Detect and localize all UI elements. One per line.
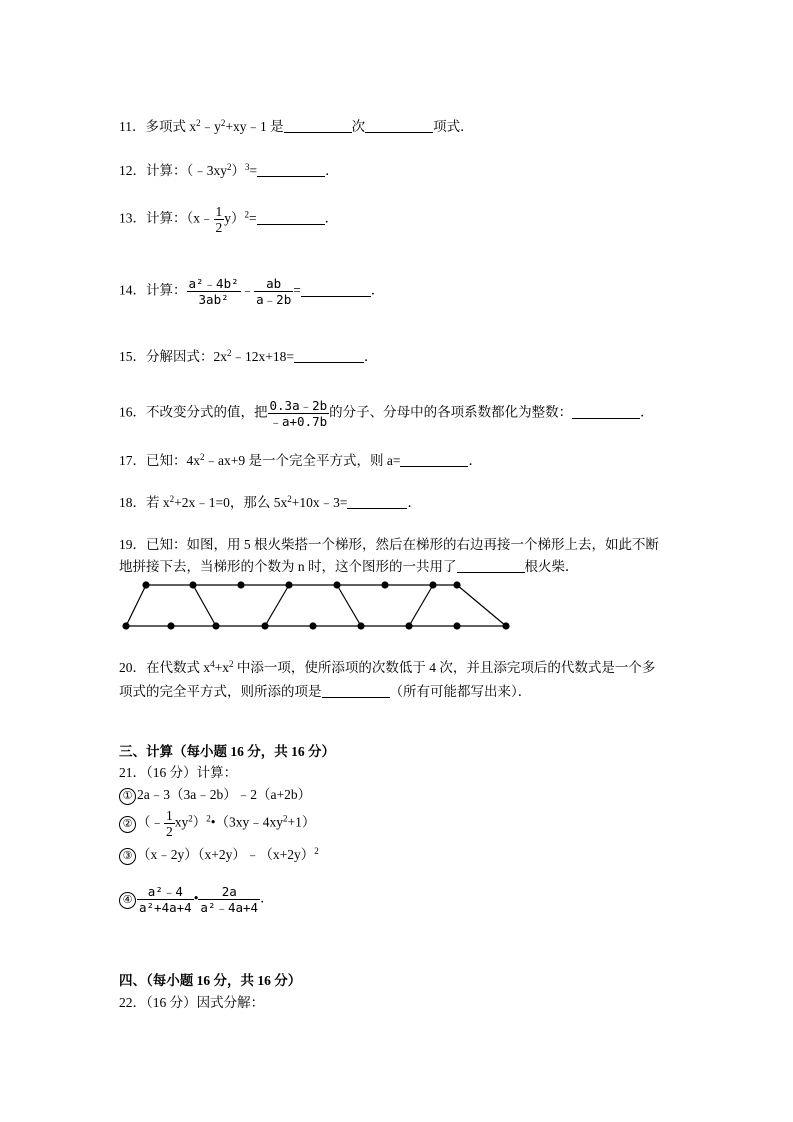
answer-blank[interactable]	[284, 119, 352, 133]
fraction: $\frac{1}{2}$	[215, 204, 223, 235]
vertex-dot	[142, 581, 149, 588]
question-12: 12．计算：$(﹣3xy^2)^3=$ ．	[119, 162, 339, 178]
circled-number: ②	[119, 816, 136, 833]
vertex-dot	[453, 581, 460, 588]
answer-blank[interactable]	[257, 211, 325, 225]
question-14: 14．计算： $\frac{\text{a²﹣4b²}}{\text{3ab²}}$ ﹣ $\frac{ab}{a﹣2b}$ = ．	[119, 276, 385, 307]
vertex-dot	[405, 622, 412, 629]
question-21-item-1: ① 2a﹣3（3a﹣2b）﹣2（a+2b）	[119, 786, 311, 805]
answer-blank[interactable]	[457, 559, 525, 573]
vertex-dot	[453, 622, 460, 629]
answer-blank[interactable]	[365, 119, 433, 133]
answer-blank[interactable]	[347, 495, 407, 509]
vertex-dot	[237, 581, 244, 588]
question-19-line-1: 19．已知：如图，用 5 根火柴搭一个梯形，然后在梯形的右边再接一个梯形上去，如此不断	[119, 537, 659, 552]
question-21-item-2: ② （﹣ $\frac{1}{2}$ $xy^2)^2•(3xy﹣4xy^2+1)$	[119, 808, 315, 839]
vertex-dot	[502, 622, 509, 629]
vertex-dot	[212, 622, 219, 629]
question-21-item-4: ④ $\frac{\text{a²﹣4}}{\text{a²+4a+4}}$ • $\frac{2a}{\text{a²﹣4a+4}}$ ．	[119, 884, 274, 915]
vertex-dot	[333, 581, 340, 588]
question-11: 11．多项式 $x^2﹣y^2+xy﹣1$ 是 次 项式．	[119, 118, 474, 134]
vertex-dot	[122, 622, 129, 629]
question-21-head: 21．（16 分）计算：	[119, 765, 238, 780]
circled-number: ①	[119, 788, 136, 805]
fraction: $\frac{\text{a²﹣4b²}}{\text{3ab²}}$	[188, 276, 239, 307]
vertex-dot	[261, 622, 268, 629]
fraction: $\frac{1}{2}$	[166, 808, 173, 839]
matchstick-slant	[409, 585, 433, 626]
question-19-line-2: 地拼接下去，当梯形的个数为 n 时，这个图形的一共用了 根火柴．	[119, 559, 579, 574]
answer-blank[interactable]	[257, 163, 325, 177]
circled-number: ③	[119, 848, 136, 865]
section-4-title: 四、（每小题 16 分，共 16 分）	[119, 973, 302, 988]
fraction: $\frac{0.3a﹣2b}{﹣a+0.7b}$	[269, 398, 328, 429]
circled-number: ④	[119, 892, 136, 909]
question-21-item-3: ③ $(x﹣2y)(x+2y)﹣(x+2y)^2$	[119, 846, 319, 865]
fraction: $\frac{2a}{\text{a²﹣4a+4}}$	[200, 884, 259, 915]
question-20-line-2: 项式的完全平方式，则所添的项是 （所有可能都写出来）．	[119, 684, 532, 699]
vertex-dot	[309, 622, 316, 629]
matchstick-slant	[337, 585, 361, 626]
section-3-title: 三、计算（每小题 16 分，共 16 分）	[119, 744, 335, 759]
question-15: 15．分解因式：$2x^2﹣12x+18=$ ．	[119, 348, 378, 364]
matchstick-slant	[457, 585, 506, 626]
question-18: 18．若 $x^2+2x﹣1=0$，那么 $5x^2+10x﹣3=$ ．	[119, 494, 421, 510]
question-13: 13．计算：（x﹣ $\frac{1}{2}$ y）$^2$= ．	[119, 204, 339, 235]
fraction: $\frac{\text{a²﹣4}}{\text{a²+4a+4}}$	[139, 884, 192, 915]
vertex-dot	[381, 581, 388, 588]
vertex-dot	[429, 581, 436, 588]
matchstick-slant	[193, 585, 216, 626]
answer-blank[interactable]	[400, 453, 468, 467]
question-16: 16．不改变分式的值，把 $\frac{0.3a﹣2b}{﹣a+0.7b}$ 的分子、分母中的各项系数都化为整数： ．	[119, 398, 654, 429]
vertex-dot	[285, 581, 292, 588]
answer-blank[interactable]	[572, 405, 640, 419]
question-22-head: 22．（16 分）因式分解：	[119, 995, 265, 1010]
vertex-dot	[189, 581, 196, 588]
vertex-dot	[167, 622, 174, 629]
answer-blank[interactable]	[322, 684, 390, 698]
matchstick-trapezoid-figure	[115, 575, 520, 635]
question-17: 17．已知：$4x^2﹣ax+9$ 是一个完全平方式，则 a= ．	[119, 452, 482, 468]
fraction: $\frac{ab}{a﹣2b}$	[256, 276, 292, 307]
question-20-line-1: 20．在代数式 $x^4+x^2$ 中添一项，使所添项的次数低于 4 次，并且添完项后的代数式是一个多	[119, 659, 656, 675]
matchstick-slant	[126, 585, 146, 626]
matchstick-slant	[265, 585, 289, 626]
answer-blank[interactable]	[294, 349, 364, 363]
answer-blank[interactable]	[301, 283, 371, 297]
vertex-dot	[357, 622, 364, 629]
